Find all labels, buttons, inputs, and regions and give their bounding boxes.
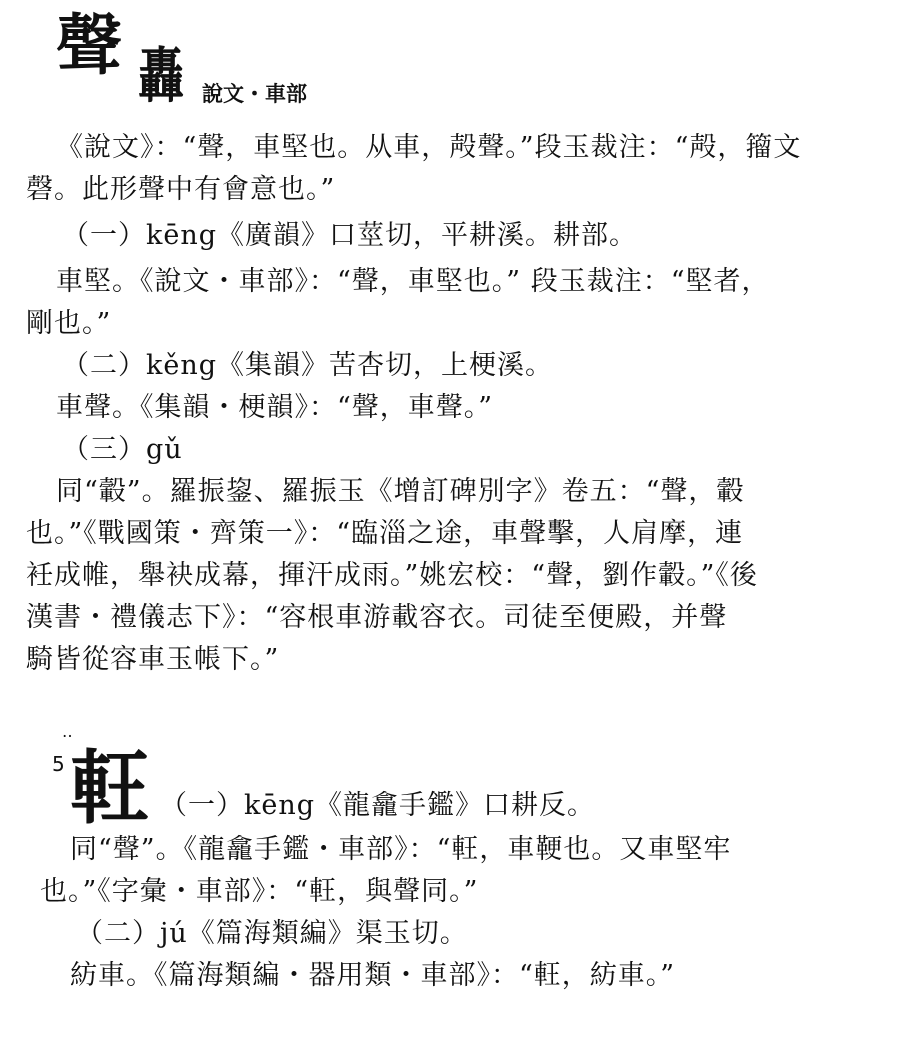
entry1-sense-1-header: （一）kēng《廣韻》口莖切，平耕溪。耕部。 — [62, 220, 638, 251]
entry2-sense-1-header: （一）kēng《龍龕手鑑》口耕反。 — [160, 790, 596, 821]
entry1-line-1-text: 《說文》：“聲，車堅也。从車，殸聲。”段玉裁注：“殸，籀文 — [56, 132, 802, 163]
headword-2: 軖 — [70, 741, 150, 835]
seal-script-form: 轟 — [138, 40, 182, 111]
entry2-sense-2-header: （二）jú《篇海類編》渠玉切。 — [76, 918, 468, 949]
entry-marker: 5 — [52, 752, 65, 776]
entry1-line-7: 車聲。《集韻・梗韻》：“聲，車聲。” — [56, 392, 494, 423]
entry1-sense-2-header: （二）kěng《集韻》苦杏切，上梗溪。 — [62, 350, 554, 381]
entry2-line-5: 紡車。《篇海類編・器用類・車部》：“軖，紡車。” — [70, 960, 676, 991]
entry1-line-9: 同“轂”。羅振鋆、羅振玉《增訂碑別字》卷五：“聲，轂 — [56, 476, 745, 507]
entry2-line-2: 同“聲”。《龍龕手鑑・車部》：“軖，車鞕也。又車堅牢 — [70, 834, 732, 865]
entry1-line-12: 漢書・禮儀志下》：“容根車游載容衣。司徒至便殿，并聲 — [26, 602, 728, 633]
entry1-line-11: 衽成帷，舉袂成幕，揮汗成雨。”姚宏校：“聲，劉作轂。”《後 — [26, 560, 758, 591]
headword-1: 聲 — [56, 6, 122, 84]
entry1-line-5: 剛也。” — [26, 308, 112, 339]
seal-source-label: 說文・車部 — [202, 82, 307, 106]
entry1-line-4: 車堅。《說文・車部》：“聲，車堅也。” 段玉裁注：“堅者， — [56, 266, 770, 297]
entry1-line-2: 磬。此形聲中有會意也。” — [26, 174, 336, 205]
entry1-line-10: 也。”《戰國策・齊策一》：“臨淄之途，車聲擊，人肩摩，連 — [26, 518, 744, 549]
entry2-line-3: 也。”《字彙・車部》：“軖，與聲同。” — [40, 876, 479, 907]
entry1-sense-3-header: （三）gǔ — [62, 434, 183, 465]
section-separator: ‥ — [62, 722, 79, 741]
entry1-line-13: 騎皆從容車玉帳下。” — [26, 644, 280, 675]
entry1-line-1 — [56, 134, 801, 161]
